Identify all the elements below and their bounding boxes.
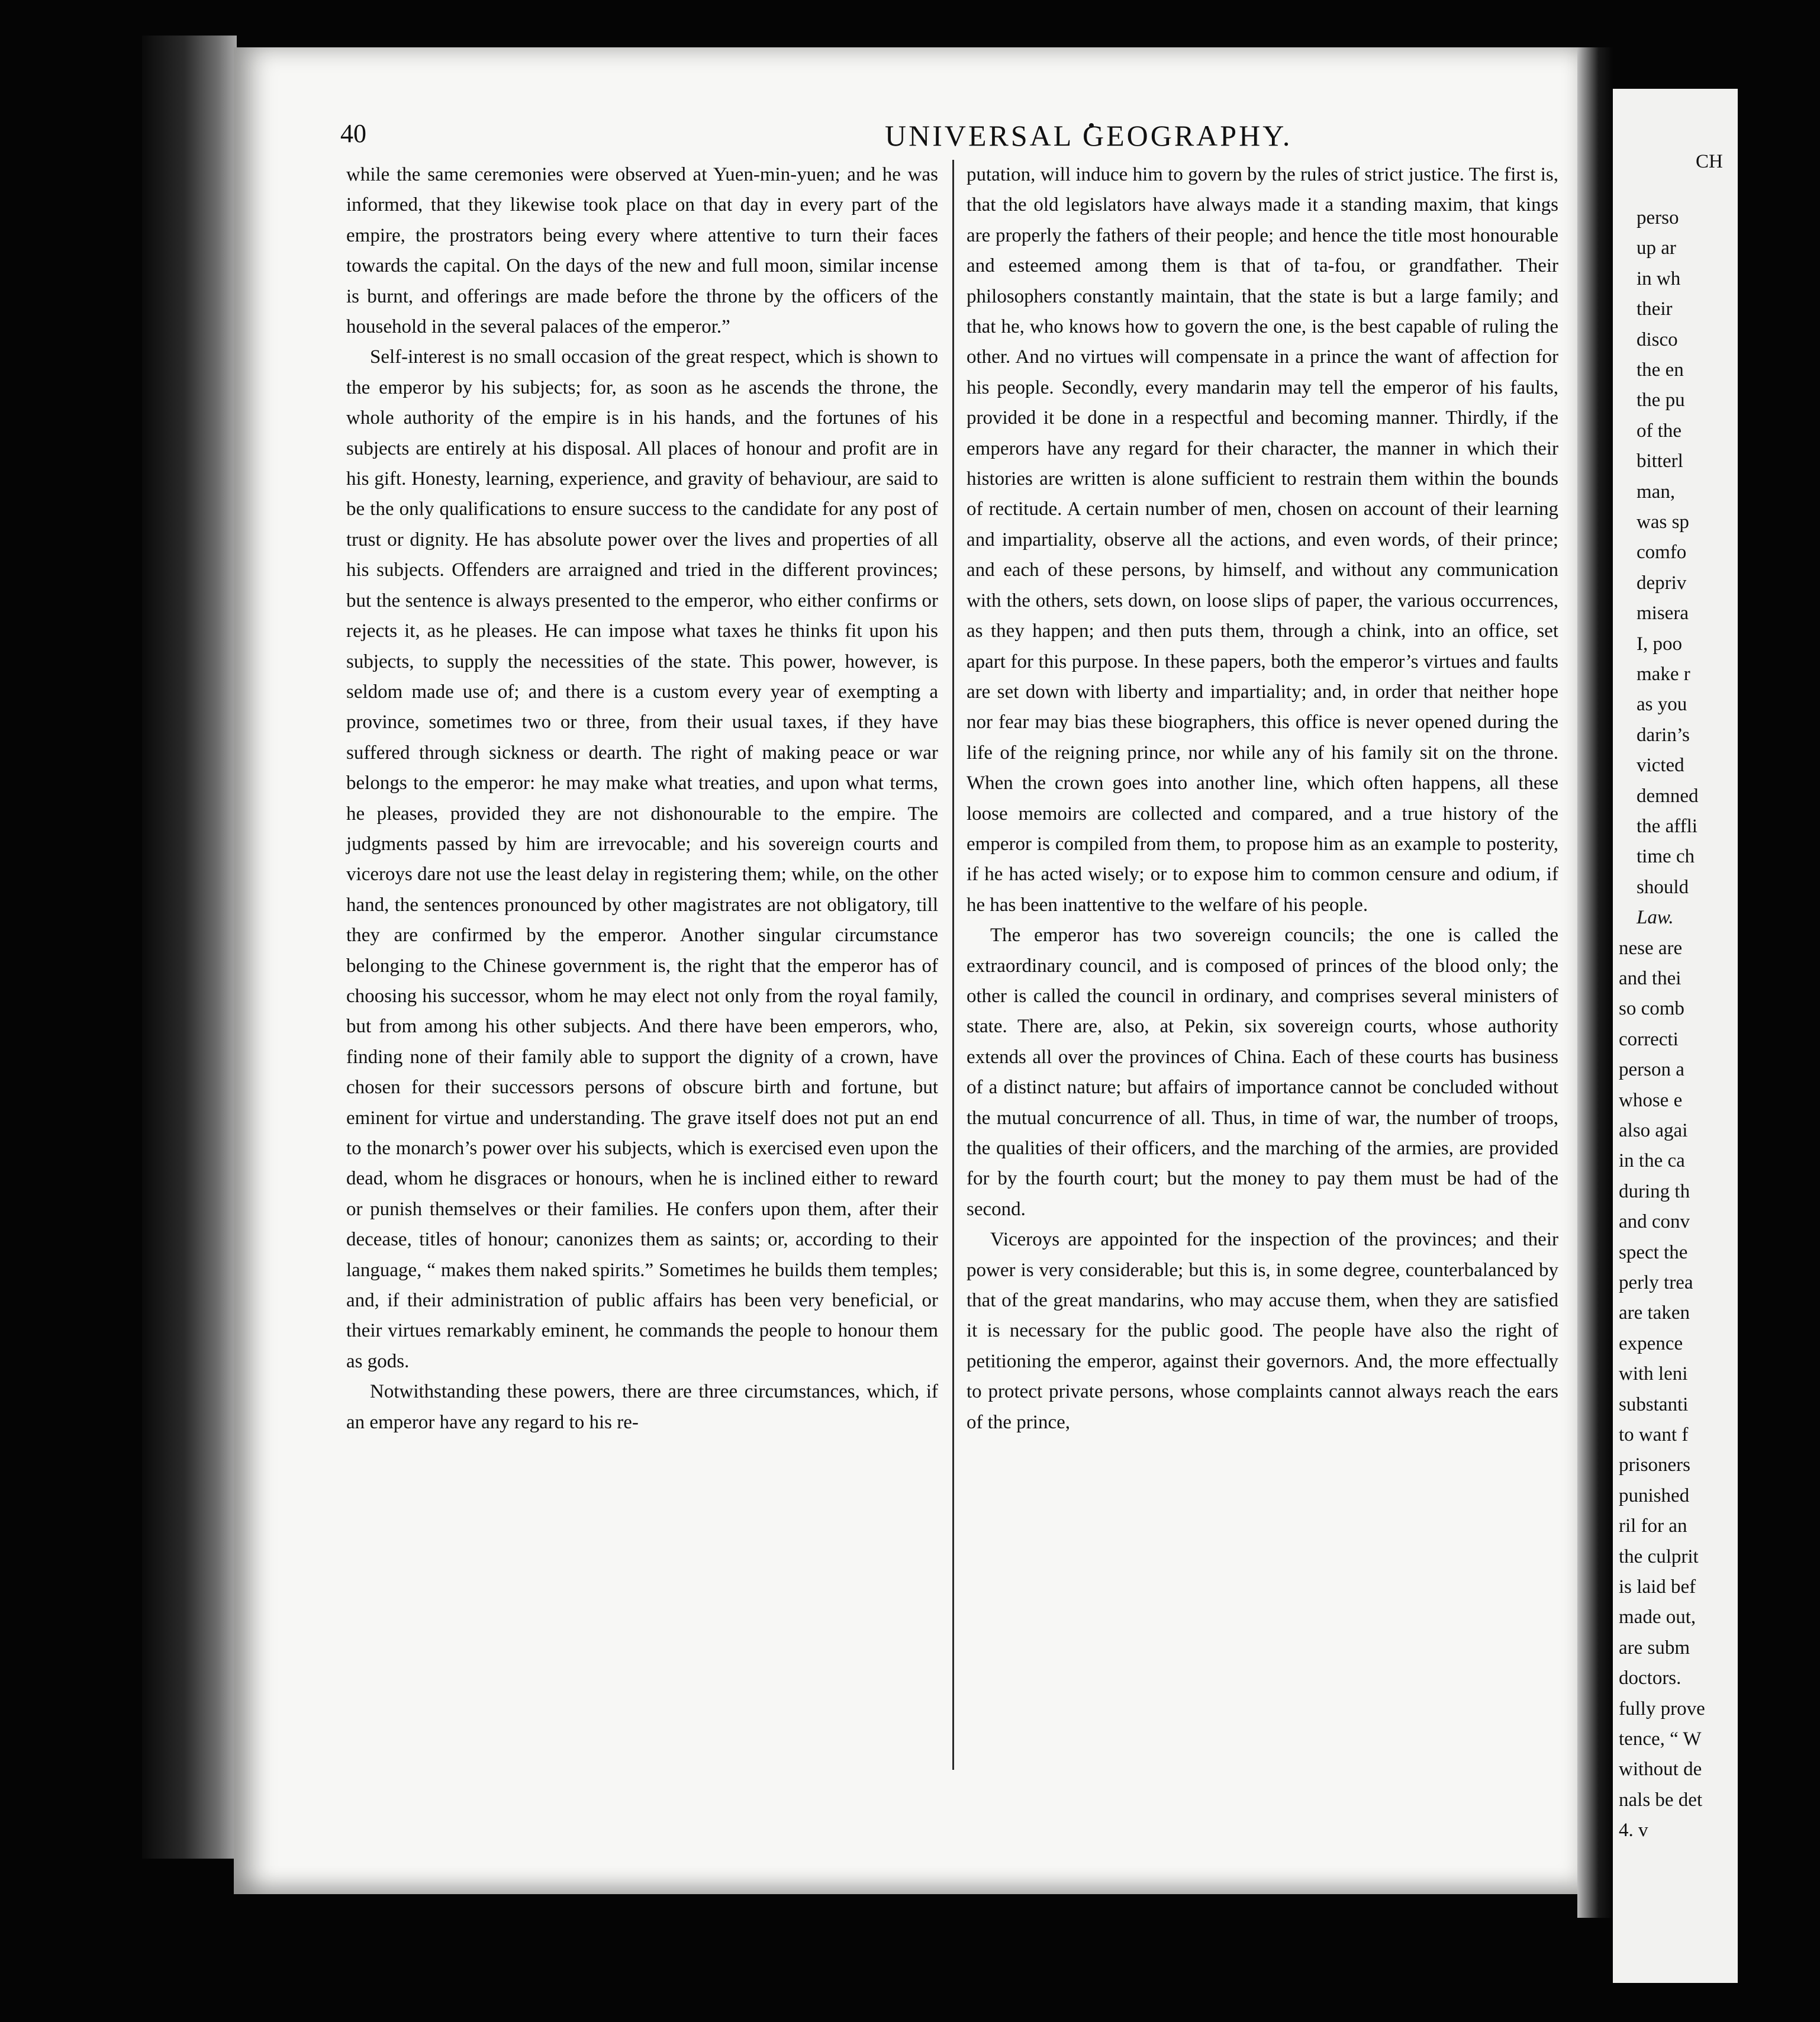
- facing-page-running-head: CH: [1696, 151, 1723, 172]
- facing-page-line: the affli: [1637, 816, 1697, 837]
- facing-page-line: ril for an: [1619, 1515, 1687, 1537]
- right-column: [967, 160, 1558, 1438]
- facing-page-line: as you: [1637, 694, 1687, 716]
- facing-page-line: prisoners: [1619, 1454, 1690, 1476]
- facing-page-line: expence: [1619, 1332, 1683, 1354]
- facing-page-line: comfo: [1637, 542, 1687, 564]
- paragraph: while the same ceremonies were observed at Yuen-min-yuen; and he was informed, that they likewise took place on that day in every part of the empire, the prostrators being every where attentive to turn their faces towards the capital. On the days of the new and full moon, similar incense is burnt, and offerings are made before the throne by the officers of the household in the several palaces of the emperor.”: [346, 164, 938, 338]
- facing-page-line: the pu: [1637, 389, 1685, 411]
- paragraph: Self-interest is no small occasion of the great respect, which is shown to the emperor by his subjects; for, as soon as he ascends the throne, the whole authority of the empire is in his hands, and the fortunes of his subjects are entirely at his disposal. All places of honour and profit are in his gift. Honesty, learning, experience, and gravity of behaviour, are said to be the only qualifications to ensure success to the candidate for any post of trust or dignity. He has absolute power over the lives and properties of all his subjects. Offenders are arraigned and tried in the different provinces; but the sentence is always presented to the emperor, who either confirms or rejects it, as he pleases. He can impose what taxes he thinks fit upon his subjects, to supply the necessities of the state. This power, however, is seldom made use of; and there is a custom every year of exempting a province, sometimes two or three, from their usual taxes, if they have suffered through sickness or dearth. The right of making peace or war belongs to the emperor: he may make what treaties, and upon what terms, he pleases, provided they are not dishonourable to the empire. The judgments passed by him are irrevocable; and his sovereign courts and viceroys dare not use the least delay in registering them; while, on the other hand, the sentences pronounced by other magistrates are not obligatory, till they are confirmed by the emperor. Another singular circumstance belonging to the Chinese government is, the right that the emperor has of choosing his successor, whom he may elect not only from the royal family, but from among his other subjects. And there have been emperors, who, finding none of their family able to support the dignity of a crown, have chosen for their successors persons of obscure birth and fortune, but eminent for virtue and understanding. The grave itself does not put an end to the monarch’s power over his subjects, which is exercised even upon the dead, whom he disgraces or honours, when he is inclined either to reward or punish themselves or their families. He confers upon them, after their decease, titles of honour; canonizes them as saints; or, according to their language, “ makes them naked spirits.” Sometimes he builds them temples; and, if their administration of public affairs has been very beneficial, or their virtues remarkably eminent, he commands the people to honour them as gods.: [346, 346, 938, 1372]
- facing-page-line: without de: [1619, 1759, 1702, 1780]
- facing-page-line: is laid bef: [1619, 1576, 1696, 1598]
- facing-page-line: with leni: [1619, 1363, 1688, 1385]
- facing-page-line: time ch: [1637, 846, 1695, 868]
- facing-page-line: and conv: [1619, 1211, 1690, 1233]
- column-divider: [952, 160, 954, 1770]
- facing-page-line: correcti: [1619, 1028, 1679, 1050]
- facing-page-line: should: [1637, 876, 1689, 898]
- facing-page-line: punished: [1619, 1485, 1690, 1506]
- facing-page-line: spect the: [1619, 1241, 1688, 1263]
- running-title: UNIVERSAL GEOGRAPHY.: [885, 119, 1293, 152]
- paragraph: The emperor has two sovereign councils; the one is called the extraordinary council, and is composed of princes of the blood only; the other is called the council in ordinary, and comprises several ministers of state. There are, also, at Pekin, six sovereign courts, whose authority extends all over the provinces of China. Each of these courts has business of a distinct nature; but affairs of importance cannot be concluded without the mutual concurrence of all. Thus, in time of war, the number of troops, the qualities of their officers, and the marching of the armies, are provided for by the fourth court; but the money to pay them must be had of the second.: [967, 925, 1558, 1220]
- paragraph: Viceroys are appointed for the inspection of the provinces; and their power is very considerable; but this is, in some degree, counterbalanced by that of the great mandarins, who may accuse them, when they are satisfied it is necessary for the public good. The people have also the right of petitioning the emperor, against their governors. And, the more effectually to protect private persons, whose complaints cannot always reach the ears of the prince,: [967, 1229, 1558, 1433]
- facing-page-line: to want f: [1619, 1424, 1689, 1445]
- facing-page-line: make r: [1637, 664, 1690, 685]
- facing-page-line: made out,: [1619, 1606, 1696, 1628]
- paragraph: Notwithstanding these powers, there are three circumstances, which, if an emperor have any regard to his re-: [346, 1381, 938, 1433]
- facing-page-line: substanti: [1619, 1393, 1689, 1415]
- facing-page-line: up ar: [1637, 237, 1676, 259]
- facing-page-line: fully prove: [1619, 1698, 1705, 1720]
- facing-page-edge: [1613, 89, 1738, 1983]
- book-page: [234, 47, 1577, 1894]
- facing-page-line: doctors.: [1619, 1667, 1682, 1689]
- facing-page-line: during th: [1619, 1180, 1690, 1202]
- facing-page-line: nese are: [1619, 937, 1683, 959]
- facing-page-line: perly trea: [1619, 1272, 1693, 1293]
- facing-page-line: of the: [1637, 420, 1682, 442]
- facing-page-line: person a: [1619, 1059, 1684, 1081]
- facing-page-line: in the ca: [1619, 1150, 1685, 1172]
- facing-page-line: darin’s: [1637, 724, 1690, 746]
- facing-page-line: demned: [1637, 785, 1699, 807]
- facing-page-line: 4. v: [1619, 1820, 1648, 1841]
- page-number: 40: [340, 119, 366, 148]
- facing-page-line: bitterl: [1637, 450, 1683, 472]
- facing-page-line: the culprit: [1619, 1546, 1699, 1567]
- facing-page-line: nals be det: [1619, 1789, 1703, 1811]
- facing-page-line: also agai: [1619, 1120, 1688, 1141]
- facing-page-line: depriv: [1637, 572, 1687, 594]
- facing-page-line: man,: [1637, 481, 1676, 503]
- facing-page-line: victed: [1637, 755, 1684, 777]
- facing-page-line: was sp: [1637, 511, 1689, 533]
- facing-page-line: misera: [1637, 603, 1689, 624]
- left-column: [346, 160, 938, 1438]
- facing-page-line: their: [1637, 298, 1673, 320]
- paragraph: putation, will induce him to govern by the rules of strict justice. The first is, that the old legislators have always made it a standing maxim, that kings are properly the fathers of their people; and hence the title most honourable and esteemed among them is that of ta-fou, or grandfather. Their philosophers constantly maintain, that the state is but a large family; and that he, who knows how to govern the one, is the best capable of ruling the other. And no virtues will compensate in a prince the want of affection for his people. Secondly, every mandarin may tell the emperor of his faults, provided it be done in a respectful and becoming manner. Thirdly, if the emperors have any regard for their character, the manner in which their histories are written is alone sufficient to restrain them within the bounds of rectitude. A certain number of men, chosen on account of their learning and impartiality, observe all the actions, and even words, of their prince; and each of these persons, by himself, and without any communication with the others, sets down, on loose slips of paper, the various occurrences, as they happen; and then puts them, through a chink, into an office, set apart for this purpose. In these papers, both the emperor’s virtues and faults are set down with liberty and impartiality; and, in order that neither hope nor fear may bias these biographers, this office is never opened during the life of the reigning prince, nor while any of his family sit on the throne. When the crown goes into another line, which often happens, all these loose memoirs are collected and compared, and a true history of the emperor is compiled from them, to propose him as an example to posterity, if he has acted wisely; or to expose him to common censure and odium, if he has been inattentive to the welfare of his people.: [967, 164, 1558, 916]
- facing-page-line: tence, “ W: [1619, 1728, 1702, 1750]
- facing-page-line: whose e: [1619, 1089, 1683, 1111]
- facing-page-line: Law.: [1637, 907, 1674, 929]
- facing-page-line: I, poo: [1637, 633, 1682, 655]
- facing-page-line: perso: [1637, 207, 1679, 228]
- facing-page-line: are subm: [1619, 1637, 1690, 1659]
- book-binding-shadow: [142, 36, 237, 1859]
- page-gutter: [1577, 47, 1613, 1918]
- facing-page-line: disco: [1637, 329, 1678, 350]
- facing-page-line: the en: [1637, 359, 1684, 381]
- facing-page-line: are taken: [1619, 1302, 1690, 1324]
- facing-page-line: so comb: [1619, 998, 1684, 1020]
- facing-page-line: in wh: [1637, 268, 1681, 289]
- facing-page-line: and thei: [1619, 968, 1682, 989]
